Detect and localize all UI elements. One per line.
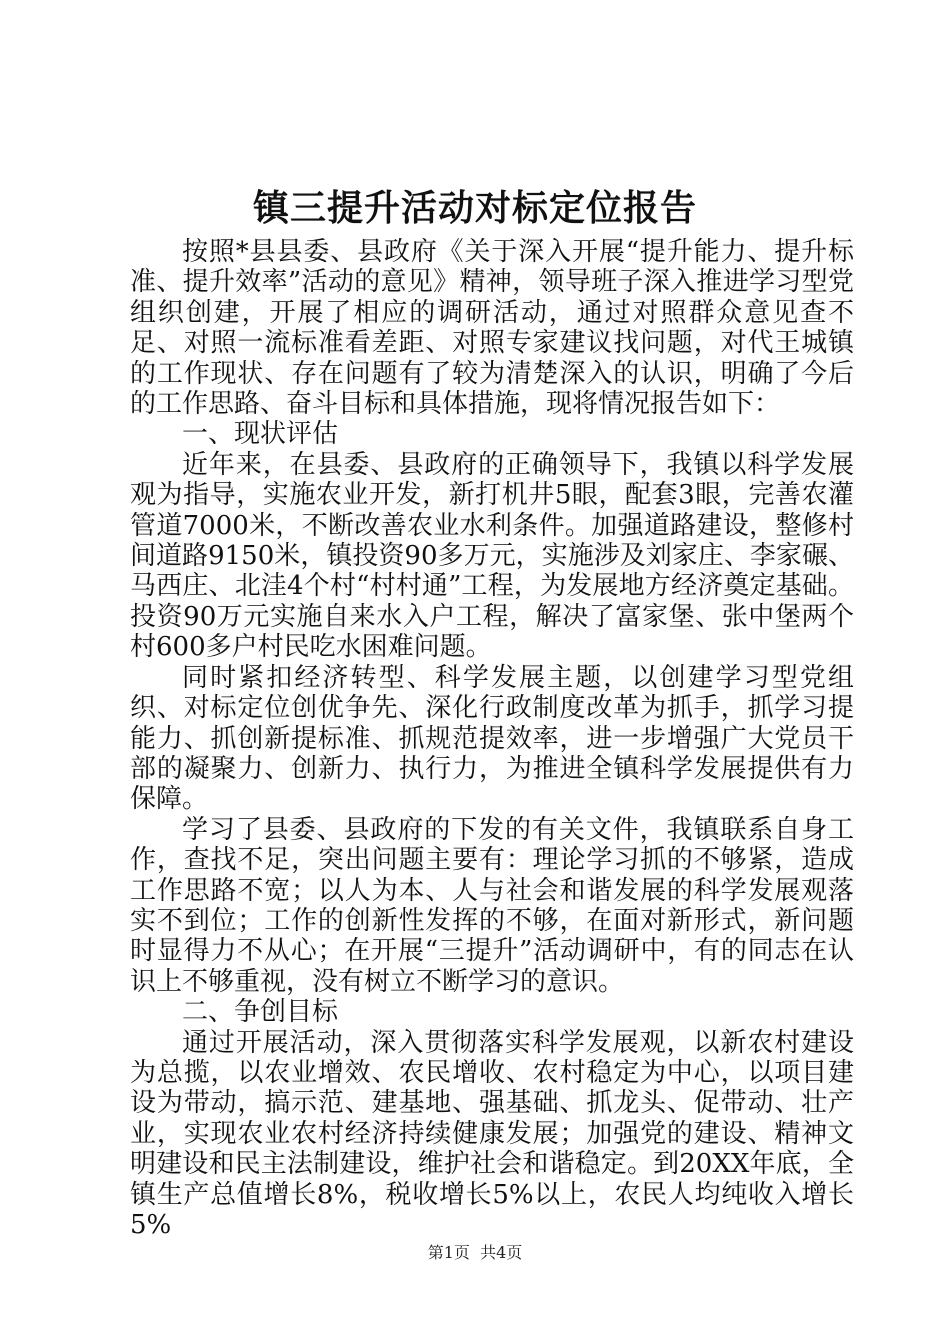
status-paragraph-1: 近年来，在县委、县政府的正确领导下，我镇以科学发展观为指导，实施农业开发，新打机井5眼，配套3眼，完善农灌管道7000米，不断改善农业水利条件。加强道路建设，整修村间道路9150米，镇投资90多万元，实施涉及刘家庄、李家碾、马西庄、北洼4个村“村村通”工程，为发展地方经济奠定基础。投资90万元实施自来水入户工程，解决了富家堡、张中堡两个村600多户村民吃水困难问题。	[130, 449, 854, 663]
goals-paragraph-1: 通过开展活动，深入贯彻落实科学发展观，以新农村建设为总揽，以农业增效、农民增收、农村稳定为中心，以项目建设为带动，搞示范、建基地、强基础、抓龙头、促带动、壮产业，实现农业农村经济持续健康发展；加强党的建设、精神文明建设和民主法制建设，维护社会和谐稳定。到20XX年底，全镇生产总值增长8%，税收增长5%以上，农民人均纯收入增长5%	[130, 1027, 854, 1240]
section-heading-goals: 二、争创目标	[182, 997, 339, 1028]
section-heading-status: 一、现状评估	[182, 419, 339, 450]
status-paragraph-3: 学习了县委、县政府的下发的有关文件，我镇联系自身工作，查找不足，突出问题主要有：理论学习抓的不够紧，造成工作思路不宽；以人为本、人与社会和谐发展的科学发展观落实不到位；工作的创新性发挥的不够，在面对新形式，新问题时显得力不从心；在开展“三提升”活动调研中，有的同志在认识上不够重视，没有树立不断学习的意识。	[130, 814, 854, 997]
page-footer	[0, 1243, 950, 1263]
status-paragraph-2: 同时紧扣经济转型、科学发展主题，以创建学习型党组织、对标定位创优争先、深化行政制度改革为抓手，抓学习提能力、抓创新提标准、抓规范提效率，进一步增强广大党员干部的凝聚力、创新力、执行力，为推进全镇科学发展提供有力保障。	[130, 662, 854, 815]
page-number: 第1页 共4页	[427, 1243, 523, 1262]
document-body	[130, 237, 854, 1240]
document-title: 镇三提升活动对标定位报告	[252, 187, 697, 229]
intro-paragraph: 按照*县县委、县政府《关于深入开展“提升能力、提升标准、提升效率”活动的意见》精神，领导班子深入推进学习型党组织创建，开展了相应的调研活动，通过对照群众意见查不足、对照一流标准看差距、对照专家建议找问题，对代王城镇的工作现状、存在问题有了较为清楚深入的认识，明确了今后的工作思路、奋斗目标和具体措施，现将情况报告如下：	[130, 237, 854, 420]
